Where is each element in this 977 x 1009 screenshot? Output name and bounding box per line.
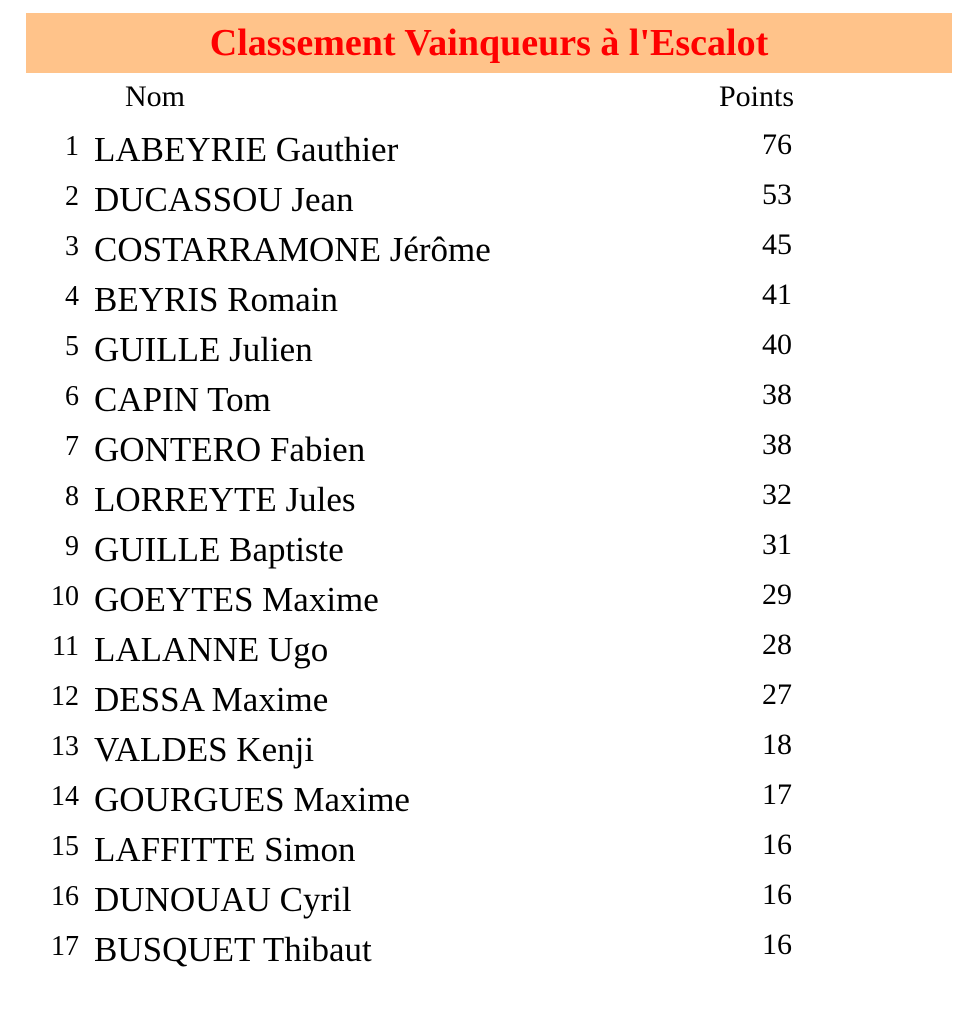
winner-name: DESSA Maxime <box>94 680 329 719</box>
table-row <box>0 678 977 728</box>
points-value: 32 <box>762 478 792 511</box>
rank-number: 1 <box>65 131 79 162</box>
rank-number: 11 <box>52 631 79 662</box>
points-value: 28 <box>762 628 792 661</box>
winner-name: CAPIN Tom <box>94 380 271 419</box>
points-value: 38 <box>762 378 792 411</box>
rank-number: 2 <box>65 181 79 212</box>
rank-number: 15 <box>51 831 79 862</box>
table-row <box>0 578 977 628</box>
winner-name: DUCASSOU Jean <box>94 180 354 219</box>
rank-number: 14 <box>51 781 79 812</box>
rank-number: 16 <box>51 881 79 912</box>
table-row <box>0 778 977 828</box>
table-row <box>0 228 977 278</box>
table-row <box>0 178 977 228</box>
winner-name: COSTARRAMONE Jérôme <box>94 230 491 269</box>
winner-name: GUILLE Julien <box>94 330 313 369</box>
rank-number: 4 <box>65 281 79 312</box>
table-row <box>0 428 977 478</box>
winner-name: GONTERO Fabien <box>94 430 366 469</box>
winner-name: GOURGUES Maxime <box>94 780 410 819</box>
table-row <box>0 628 977 678</box>
rank-number: 17 <box>51 931 79 962</box>
title-banner <box>26 13 952 73</box>
table-row <box>0 378 977 428</box>
rank-number: 6 <box>65 381 79 412</box>
rank-number: 9 <box>65 531 79 562</box>
winner-name: GUILLE Baptiste <box>94 530 344 569</box>
winner-name: LORREYTE Jules <box>94 480 356 519</box>
points-value: 18 <box>762 728 792 761</box>
column-header-name: Nom <box>125 80 185 113</box>
table-row <box>0 928 977 978</box>
winner-name: LAFFITTE Simon <box>94 830 356 869</box>
table-row <box>0 278 977 328</box>
table-row <box>0 128 977 178</box>
page-title: Classement Vainqueurs à l'Escalot <box>209 22 769 64</box>
rank-number: 5 <box>65 331 79 362</box>
points-value: 16 <box>762 828 792 861</box>
points-value: 16 <box>762 928 792 961</box>
table-row <box>0 328 977 378</box>
winner-name: BEYRIS Romain <box>94 280 339 319</box>
rank-number: 8 <box>65 481 79 512</box>
points-value: 53 <box>762 178 792 211</box>
ranking-table <box>0 128 977 978</box>
table-row <box>0 528 977 578</box>
points-value: 45 <box>762 228 792 261</box>
points-value: 31 <box>762 528 792 561</box>
rank-number: 3 <box>65 231 79 262</box>
table-row <box>0 828 977 878</box>
points-value: 27 <box>762 678 792 711</box>
points-value: 41 <box>762 278 792 311</box>
points-value: 17 <box>762 778 792 811</box>
winner-name: DUNOUAU Cyril <box>94 880 352 919</box>
points-value: 16 <box>762 878 792 911</box>
column-header-points: Points <box>718 80 794 113</box>
rank-number: 7 <box>65 431 79 462</box>
table-row <box>0 728 977 778</box>
points-value: 40 <box>762 328 792 361</box>
rank-number: 12 <box>51 681 79 712</box>
table-row <box>0 878 977 928</box>
winner-name: LABEYRIE Gauthier <box>94 130 399 169</box>
rank-number: 13 <box>51 731 79 762</box>
table-row <box>0 478 977 528</box>
points-value: 38 <box>762 428 792 461</box>
winner-name: VALDES Kenji <box>94 730 315 769</box>
winner-name: LALANNE Ugo <box>94 630 329 669</box>
winner-name: GOEYTES Maxime <box>94 580 379 619</box>
winner-name: BUSQUET Thibaut <box>94 930 372 969</box>
points-value: 76 <box>762 128 792 161</box>
rank-number: 10 <box>51 581 79 612</box>
points-value: 29 <box>762 578 792 611</box>
